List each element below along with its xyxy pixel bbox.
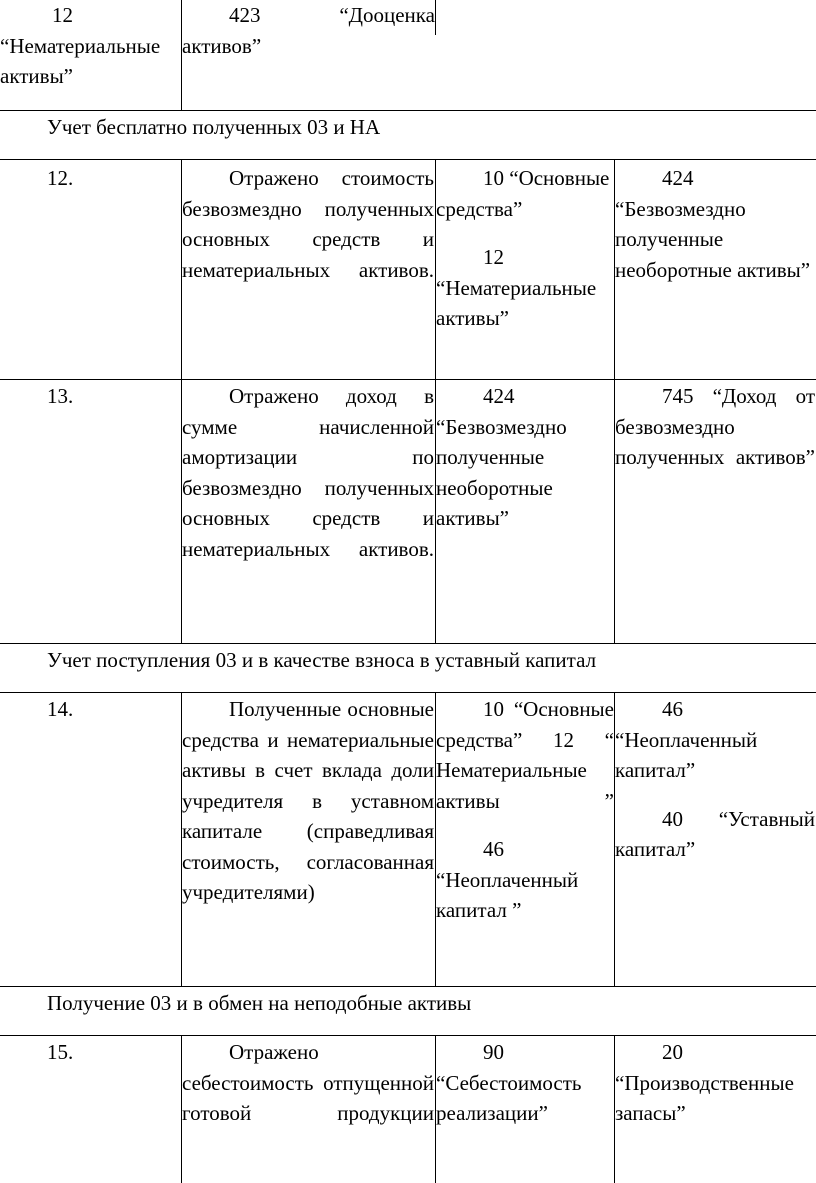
grid-line [0, 692, 816, 693]
grid-line [0, 159, 816, 160]
entry-credit: 424 “Безвозмездно полученные необоротные активы” [615, 166, 811, 282]
entry-number: 15. [47, 1040, 74, 1064]
entry-credit: 20 “Производственные запасы” [615, 1040, 794, 1125]
entry-credit: 745 “Доход от безвозмездно полученных активов” [615, 384, 815, 469]
entry-debit: 424 “Безвозмездно полученные необоротные активы” [436, 384, 567, 530]
grid-line [0, 643, 816, 644]
entry-description: Отражено доход в сумме начисленной амортизации по безвозмездно полученных основных средств и нематериальных активов. [182, 384, 434, 561]
grid-line [0, 379, 816, 380]
account-text: 423 “Дооценка активов” [182, 3, 435, 58]
entry-description: Отражено стоимость безвозмездно полученных основных средств и нематериальных активов. [182, 166, 434, 282]
entry-description: Отражено себестоимость отпущенной готовой продукции [182, 1040, 434, 1125]
entry-number: 14. [47, 697, 74, 721]
entry-credit: 46 “Неоплаченный капитал” 40 “Уставный капитал” [615, 697, 815, 861]
section-heading: Получение 03 и в обмен на неподобные активы [47, 991, 472, 1015]
entry-account-cell [182, 0, 435, 61]
section-heading: Учет поступления 03 и в качестве взноса в уставный капитал [47, 648, 597, 672]
grid-line [435, 0, 436, 35]
entry-account-cell [0, 0, 180, 92]
entry-debit: 10 “Основные средства” 12 “Нематериальные активы” [436, 166, 610, 330]
entry-number: 13. [47, 384, 74, 408]
entry-number: 12. [47, 166, 74, 190]
grid-line [0, 986, 816, 987]
section-heading: Учет бесплатно полученных 03 и НА [47, 115, 381, 139]
entry-description: Полученные основные средства и нематериальные активы в счет вклада доли учредителя в уставном капитале (справедливая стоимость, согласованная учредителями) [182, 697, 434, 904]
entry-debit: 90 “Себестоимость реализации” [436, 1040, 582, 1125]
entry-debit: 10 “Основные средства” 12 “ Нематериальные активы ” 46 “Неоплаченный капитал ” [436, 697, 614, 922]
grid-line [0, 1035, 816, 1036]
grid-line [0, 110, 816, 111]
account-text: 12 “Нематериальные активы” [0, 3, 161, 88]
